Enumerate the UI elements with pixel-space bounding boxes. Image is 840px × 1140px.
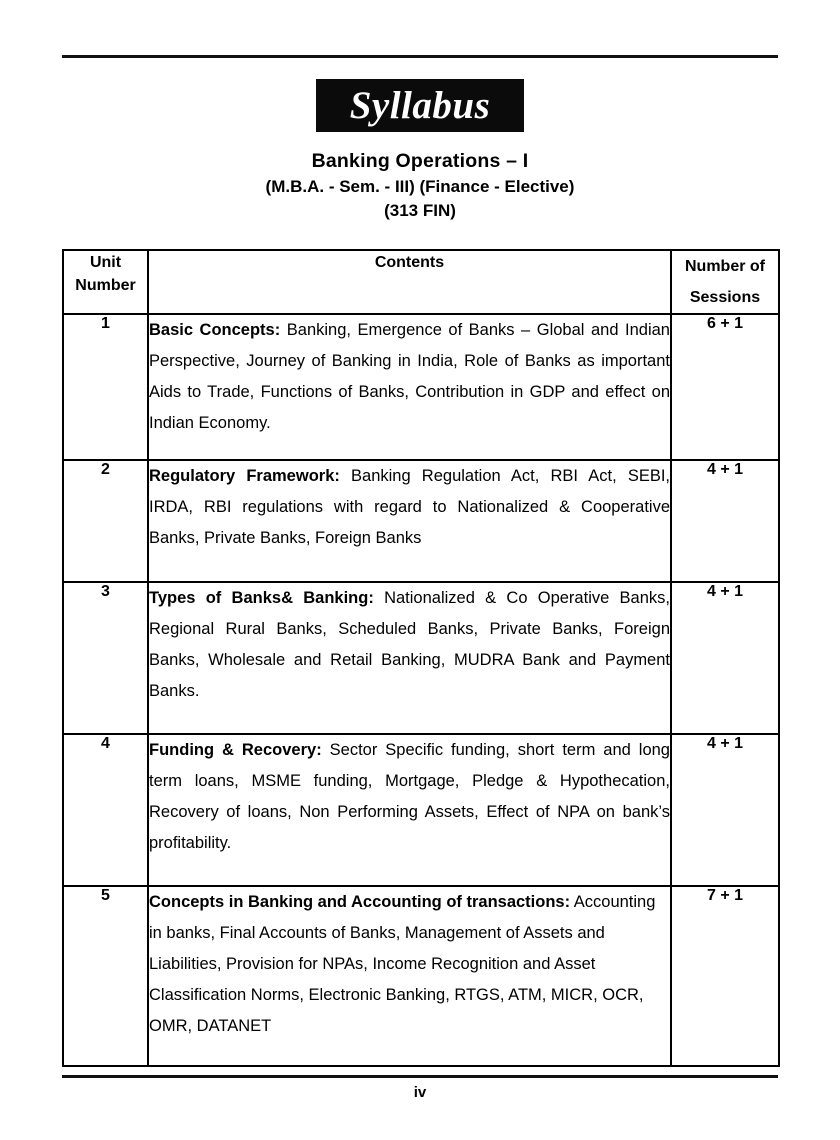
contents-header-label: Contents (374, 254, 445, 271)
unit-topic-title: Concepts in Banking and Accounting of transactions: (149, 893, 571, 911)
unit-contents-cell (148, 734, 671, 886)
page-title: Banking Operations – I (311, 150, 529, 172)
unit-topic-title: Regulatory Framework: (149, 467, 340, 485)
course-subtitle: (M.B.A. - Sem. - III) (Finance - Elective) (265, 177, 575, 196)
unit-topic-title: Basic Concepts: (149, 321, 281, 339)
unit-number-cell: 5 (63, 886, 148, 1066)
syllabus-banner-container (0, 79, 840, 132)
unit-sessions-cell: 6 + 1 (671, 314, 779, 460)
sessions-header-line2: Sessions (689, 289, 761, 306)
title-block (0, 148, 840, 223)
unit-sessions-cell: 4 + 1 (671, 460, 779, 582)
table-row (63, 734, 779, 886)
syllabus-banner: Syllabus (316, 79, 525, 132)
page-number: iv (413, 1084, 427, 1101)
unit-contents-cell (148, 582, 671, 734)
unit-header-line2: Number (75, 277, 136, 294)
unit-contents-cell (148, 314, 671, 460)
unit-topic-body: Banking, Emergence of Banks – Global and Indian Perspective, Journey of Banking in India, Role of Banks as important Aids to Trade, Functions of Banks, Contribution in GDP and effect on Indian Economy. (149, 321, 670, 432)
unit-header-line1: Unit (89, 254, 122, 271)
unit-sessions-cell: 4 + 1 (671, 734, 779, 886)
column-header-number-of-sessions (671, 250, 779, 314)
unit-contents-cell (148, 460, 671, 582)
unit-number-cell: 1 (63, 314, 148, 460)
unit-sessions-cell: 7 + 1 (671, 886, 779, 1066)
syllabus-table (62, 249, 780, 1067)
table-header-row (63, 250, 779, 314)
table-row (63, 460, 779, 582)
unit-contents-cell (148, 886, 671, 1066)
unit-topic-title: Types of Banks& Banking: (149, 589, 374, 607)
header-rule (62, 55, 778, 58)
course-code: (313 FIN) (384, 201, 456, 220)
unit-number-cell: 3 (63, 582, 148, 734)
unit-topic-body: Nationalized & Co Operative Banks, Regional Rural Banks, Scheduled Banks, Private Banks, Foreign Banks, Wholesale and Retail Banking, MUDRA Bank and Payment Banks. (149, 589, 670, 700)
unit-topic-title: Funding & Recovery: (149, 741, 322, 759)
table-row (63, 886, 779, 1066)
sessions-header-line1: Number of (685, 258, 765, 275)
unit-topic-body: Banking Regulation Act, RBI Act, SEBI, IRDA, RBI regulations with regard to Nationalized & Cooperative Banks, Private Banks, Foreign Banks (149, 467, 671, 547)
unit-number-cell: 4 (63, 734, 148, 886)
column-header-contents (148, 250, 671, 314)
table-row (63, 314, 779, 460)
column-header-unit-number (63, 250, 148, 314)
unit-topic-body: Accounting in banks, Final Accounts of Banks, Management of Assets and Liabilities, Provision for NPAs, Income Recognition and Asset Classification Norms, Electronic Banking, RTGS, ATM, MICR, OCR, OMR, DATANET (149, 893, 656, 1035)
table-row (63, 582, 779, 734)
unit-number-cell: 2 (63, 460, 148, 582)
unit-sessions-cell: 4 + 1 (671, 582, 779, 734)
footer-rule (62, 1075, 778, 1078)
unit-topic-body: Sector Specific funding, short term and long term loans, MSME funding, Mortgage, Pledge & Hypothecation, Recovery of loans, Non Performing Assets, Effect of NPA on bank’s profitability. (149, 741, 670, 852)
